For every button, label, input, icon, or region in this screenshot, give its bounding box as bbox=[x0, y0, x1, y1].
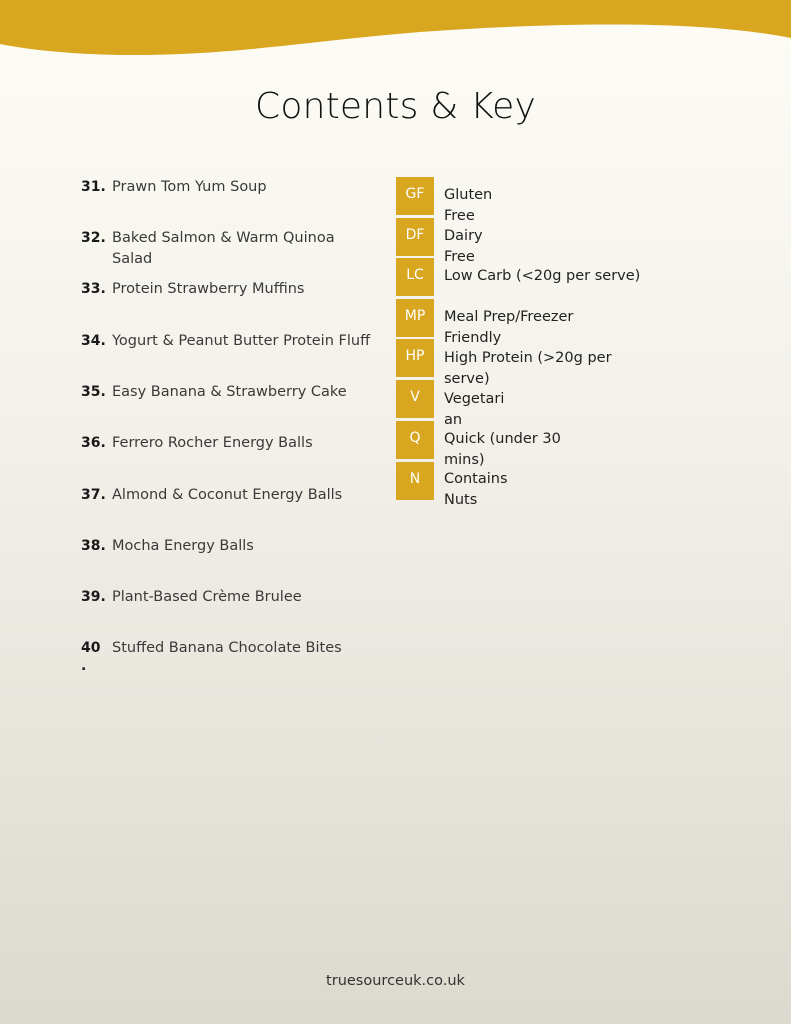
key-badge-gf: GF bbox=[396, 177, 434, 215]
item-label: Ferrero Rocher Energy Balls bbox=[112, 435, 313, 451]
key-description bbox=[444, 429, 654, 471]
key-desc-text: Low Carb (<20g per serve) bbox=[444, 268, 641, 284]
key-badge-lc: LC bbox=[396, 258, 434, 296]
page-title: Contents & Key bbox=[255, 86, 536, 127]
key-badge-q: Q bbox=[396, 421, 434, 459]
item-label: Protein Strawberry Muffins bbox=[112, 281, 305, 297]
footer-website-link[interactable]: truesourceuk.co.uk bbox=[326, 973, 465, 989]
key-description bbox=[444, 389, 654, 431]
key-description bbox=[444, 469, 654, 511]
header-wave bbox=[0, 0, 791, 60]
key-description bbox=[444, 185, 654, 227]
item-number: 32. bbox=[81, 230, 106, 246]
item-number: 38. bbox=[81, 538, 106, 554]
key-desc-text: Quick (under 30 mins) bbox=[444, 431, 561, 468]
key-description bbox=[444, 226, 654, 268]
item-label: Almond & Coconut Energy Balls bbox=[112, 487, 343, 503]
key-desc-text: Meal Prep/Freezer Friendly bbox=[444, 309, 574, 346]
item-label: Plant-Based Crème Brulee bbox=[112, 589, 302, 605]
key-desc-text: Contains Nuts bbox=[444, 471, 508, 508]
key-desc-text: High Protein (>20g per serve) bbox=[444, 350, 612, 387]
item-label: Stuffed Banana Chocolate Bites bbox=[112, 640, 342, 656]
item-number: 36. bbox=[81, 435, 106, 451]
key-desc-text: Vegetari an bbox=[444, 391, 505, 428]
item-label: Yogurt & Peanut Butter Protein Fluff bbox=[112, 333, 371, 349]
key-description bbox=[444, 266, 654, 287]
key-description bbox=[444, 348, 654, 390]
item-number: 31. bbox=[81, 179, 106, 195]
item-number: 33. bbox=[81, 281, 106, 297]
key-badge-df: DF bbox=[396, 218, 434, 256]
item-number: 39. bbox=[81, 589, 106, 605]
key-badge-hp: HP bbox=[396, 339, 434, 377]
item-label: Baked Salmon & Warm Quinoa Salad bbox=[112, 230, 335, 267]
item-number-trailing: . bbox=[81, 658, 87, 674]
key-badge-n: N bbox=[396, 462, 434, 500]
key-description bbox=[444, 307, 654, 349]
key-badge-v: V bbox=[396, 380, 434, 418]
item-label: Mocha Energy Balls bbox=[112, 538, 254, 554]
item-number: 35. bbox=[81, 384, 106, 400]
item-label: Easy Banana & Strawberry Cake bbox=[112, 384, 347, 400]
key-desc-text: Dairy Free bbox=[444, 228, 483, 265]
item-number: 37. bbox=[81, 487, 106, 503]
key-badge-mp: MP bbox=[396, 299, 434, 337]
item-number: 40 bbox=[81, 640, 101, 656]
key-desc-text: Gluten Free bbox=[444, 187, 493, 224]
item-label: Prawn Tom Yum Soup bbox=[112, 179, 267, 195]
item-number: 34. bbox=[81, 333, 106, 349]
